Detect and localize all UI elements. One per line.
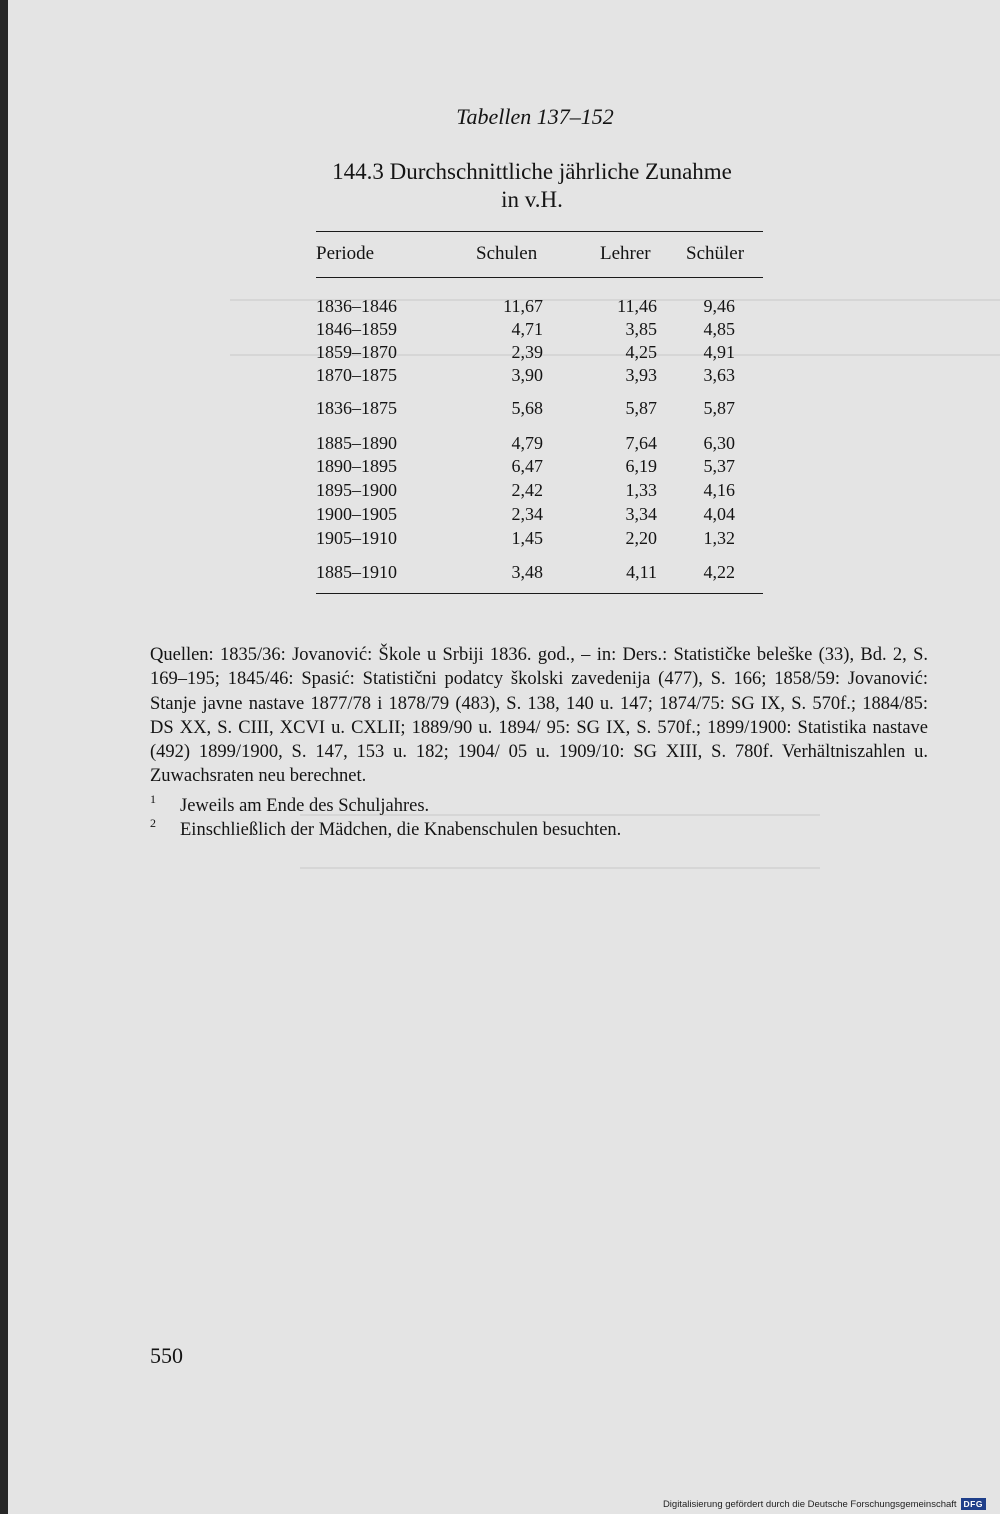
- cell-schueler: 9,46: [703, 296, 735, 316]
- cell-periode: 1859–1870: [316, 342, 397, 362]
- footnote-text: Einschließlich der Mädchen, die Knabenschulen besuchten.: [180, 820, 622, 840]
- table-row: [316, 365, 763, 387]
- table-row: [316, 398, 763, 420]
- cell-periode: 1870–1875: [316, 365, 397, 385]
- digitization-footer: [663, 1498, 986, 1510]
- table-row: [316, 456, 763, 478]
- cell-schueler: 1,32: [703, 528, 735, 548]
- footnote-number: 1: [150, 792, 156, 806]
- cell-schulen: 11,67: [503, 296, 543, 316]
- table-bottom-rule: [316, 593, 763, 594]
- cell-periode: 1846–1859: [316, 319, 397, 339]
- table-row: [316, 433, 763, 455]
- cell-lehrer: 4,11: [626, 562, 657, 582]
- cell-schulen: 3,90: [511, 365, 543, 385]
- cell-schueler: 4,85: [703, 319, 735, 339]
- cell-schulen: 2,39: [511, 342, 543, 362]
- table-top-rule: [316, 231, 763, 232]
- cell-schulen: 2,42: [511, 480, 543, 500]
- cell-lehrer: 3,85: [625, 319, 657, 339]
- cell-lehrer: 2,20: [625, 528, 657, 548]
- cell-lehrer: 6,19: [625, 456, 657, 476]
- cell-schueler: 5,37: [703, 456, 735, 476]
- table-row: [316, 296, 763, 318]
- column-header-lehrer: Lehrer: [600, 243, 651, 264]
- cell-lehrer: 3,93: [625, 365, 657, 385]
- cell-schulen: 4,79: [511, 433, 543, 453]
- cell-periode: 1900–1905: [316, 504, 397, 524]
- running-head: Tabellen 137–152: [456, 104, 614, 129]
- cell-schueler: 5,87: [703, 398, 735, 418]
- dfg-logo: DFG: [961, 1498, 986, 1510]
- cell-periode: 1836–1875: [316, 398, 397, 418]
- column-header-periode: Periode: [316, 243, 375, 264]
- cell-schueler: 6,30: [703, 433, 735, 453]
- cell-schueler: 4,91: [703, 342, 735, 362]
- cell-periode: 1905–1910: [316, 528, 397, 548]
- sources-note: Quellen: 1835/36: Jovanović: Škole u Srbiji 1836. god., – in: Ders.: Statističke beleške (33), Bd. 2, S. 169–195; 1845/46: Spasić: Statistični podatcy školski zavedenija (477), S. 166; 1858/59: Jovanović: Stanje javne nastave 1877/78 i 1878/79 (483), S. 138, 140 u. 147; 1874/75: SG IX, S. 570f.; 1884/85: DS XX, S. CIII, XCVI u. CXLII; 1889/90 u. 1894/ 95: SG IX, S. 570f.; 1899/1900: Statistika nastave (492) 1899/1900, S. 147, 153 u. 182; 1904/ 05 u. 1909/10: SG XIII, S. 780f. Verhältniszahlen u. Zuwachsraten neu berechnet.: [150, 645, 928, 787]
- cell-lehrer: 11,46: [617, 296, 657, 316]
- cell-lehrer: 3,34: [625, 504, 657, 524]
- cell-periode: 1885–1910: [316, 562, 397, 582]
- cell-schulen: 6,47: [511, 456, 543, 476]
- cell-periode: 1885–1890: [316, 433, 397, 453]
- column-header-schulen: Schulen: [476, 243, 538, 264]
- cell-lehrer: 4,25: [625, 342, 657, 362]
- cell-periode: 1890–1895: [316, 456, 397, 476]
- table-row: [316, 319, 763, 341]
- table-row: [316, 528, 763, 550]
- column-header-schueler: Schüler: [686, 243, 745, 264]
- cell-lehrer: 7,64: [625, 433, 657, 453]
- table-title: [300, 158, 800, 214]
- cell-schueler: 4,16: [703, 480, 735, 500]
- footnote-number: 2: [150, 816, 156, 830]
- cell-schulen: 1,45: [511, 528, 543, 548]
- cell-schueler: 4,22: [703, 562, 735, 582]
- page-number: 550: [150, 1343, 183, 1368]
- page-edge-shadow: [0, 0, 8, 1514]
- table-row: [316, 480, 763, 502]
- cell-schulen: 2,34: [511, 504, 543, 524]
- footnote-text: Jeweils am Ende des Schuljahres.: [180, 796, 430, 816]
- cell-schueler: 4,04: [703, 504, 735, 524]
- cell-periode: 1895–1900: [316, 480, 397, 500]
- table-title-line2: in v.H.: [501, 187, 563, 212]
- cell-schueler: 3,63: [703, 365, 735, 385]
- cell-lehrer: 5,87: [625, 398, 657, 418]
- footer-text: Digitalisierung gefördert durch die Deutsche Forschungsgemeinschaft: [662, 1498, 957, 1510]
- cell-schulen: 5,68: [511, 398, 543, 418]
- cell-schulen: 4,71: [511, 319, 543, 339]
- table-row: [316, 342, 763, 364]
- table-header-rule: [316, 277, 763, 278]
- table-row: [316, 504, 763, 526]
- cell-schulen: 3,48: [511, 562, 543, 582]
- cell-lehrer: 1,33: [625, 480, 657, 500]
- table-title-line1: 144.3 Durchschnittliche jährliche Zunahme: [332, 159, 732, 184]
- table-row: [316, 562, 763, 584]
- cell-periode: 1836–1846: [316, 296, 397, 316]
